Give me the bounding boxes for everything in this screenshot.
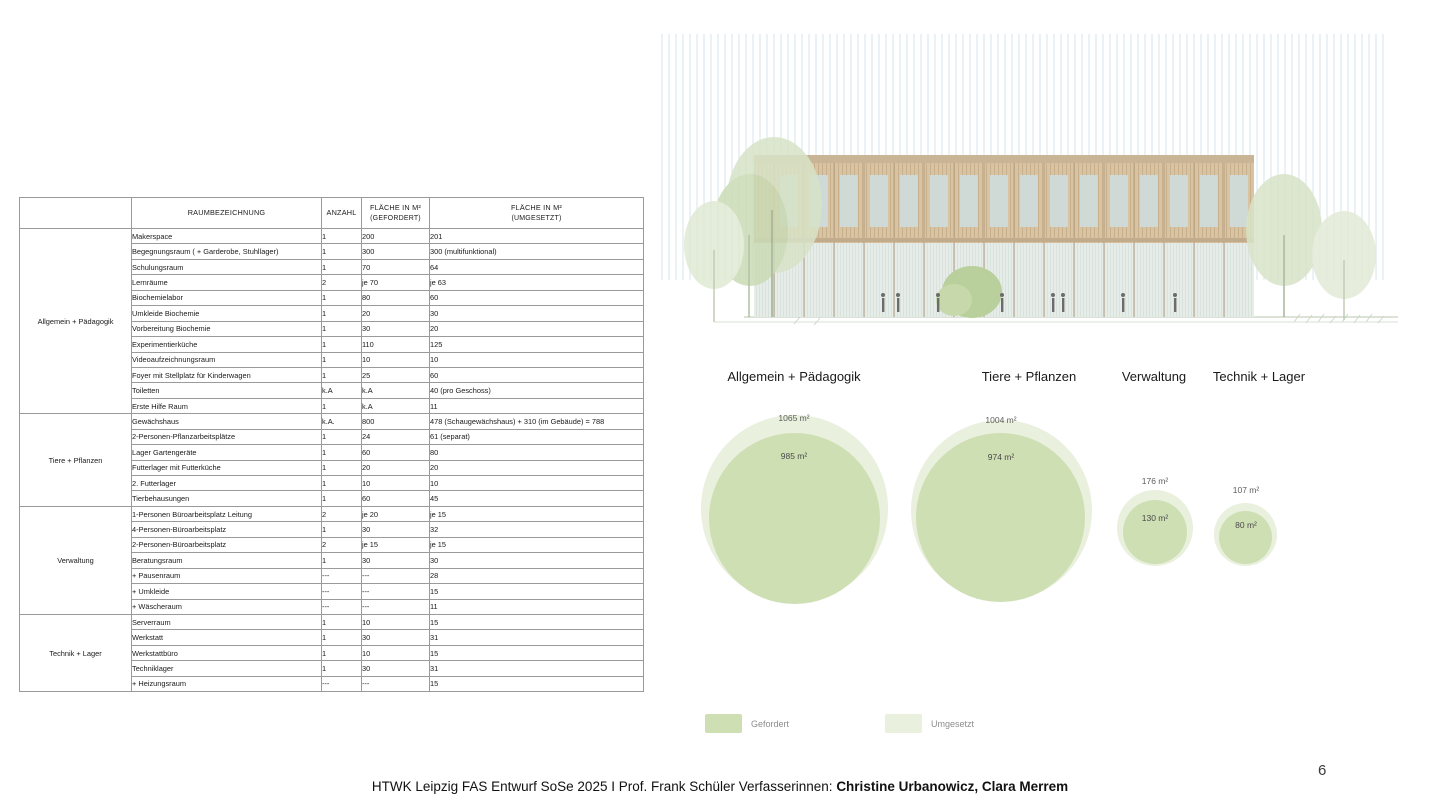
cell-count: ---: [322, 568, 362, 583]
cell-room-name: + Pausenraum: [132, 568, 322, 583]
cell-room-name: 4-Personen-Büroarbeitsplatz: [132, 522, 322, 537]
cell-area-required: 30: [362, 553, 430, 568]
cell-room-name: Werkstattbüro: [132, 645, 322, 660]
cell-area-required: k.A: [362, 383, 430, 398]
cell-room-name: Vorbereitung Biochemie: [132, 321, 322, 336]
cell-area-built: 15: [430, 614, 644, 629]
cell-count: 1: [322, 244, 362, 259]
cell-area-built: 61 (separat): [430, 429, 644, 444]
cell-area-built: 11: [430, 599, 644, 614]
table-row: [20, 229, 644, 244]
room-program-table: [19, 197, 644, 692]
cell-room-name: + Wäscheraum: [132, 599, 322, 614]
cell-room-name: Lernräume: [132, 275, 322, 290]
cell-count: 1: [322, 645, 362, 660]
cell-room-name: 1-Personen Büroarbeitsplatz Leitung: [132, 506, 322, 521]
legend-label-umgesetzt: Umgesetzt: [931, 718, 975, 729]
cell-room-name: Beratungsraum: [132, 553, 322, 568]
cell-count: 1: [322, 321, 362, 336]
cell-area-required: je 70: [362, 275, 430, 290]
cell-area-built: 32: [430, 522, 644, 537]
cell-area-built: 30: [430, 306, 644, 321]
legend-swatch-umgesetzt: [885, 714, 922, 733]
cell-count: 1: [322, 367, 362, 382]
cell-area-required: 60: [362, 491, 430, 506]
header-room-name: RAUMBEZEICHNUNG: [132, 198, 322, 229]
cell-room-name: Gewächshaus: [132, 414, 322, 429]
bubble-required-label-1: 1004 m²: [985, 415, 1017, 425]
cell-area-built: 40 (pro Geschoss): [430, 383, 644, 398]
cell-room-name: + Heizungsraum: [132, 676, 322, 691]
cell-count: 1: [322, 491, 362, 506]
cell-count: 1: [322, 630, 362, 645]
cell-area-built: je 63: [430, 275, 644, 290]
building-elevation-render: [654, 30, 1398, 330]
cell-area-built: 30: [430, 553, 644, 568]
cell-area-required: 10: [362, 352, 430, 367]
bubble-title-2: Verwaltung: [1121, 369, 1187, 384]
cell-area-required: 24: [362, 429, 430, 444]
cell-area-required: 20: [362, 306, 430, 321]
header-area-required: FLÄCHE IN M² (GEFORDERT): [362, 198, 430, 229]
cell-area-built: 300 (multifunktional): [430, 244, 644, 259]
cell-count: 2: [322, 506, 362, 521]
cell-room-name: Serverraum: [132, 614, 322, 629]
cell-room-name: Techniklager: [132, 661, 322, 676]
cell-area-built: 31: [430, 661, 644, 676]
table-category-cell: Allgemein + Pädagogik: [20, 229, 132, 414]
cell-area-required: ---: [362, 568, 430, 583]
cell-area-required: 30: [362, 661, 430, 676]
table-category-cell: Verwaltung: [20, 506, 132, 614]
room-program-table-container: [19, 197, 643, 692]
table-row: [20, 414, 644, 429]
cell-area-required: k.A: [362, 398, 430, 413]
legend-swatch-gefordert: [705, 714, 742, 733]
cell-area-built: 11: [430, 398, 644, 413]
cell-area-built: 20: [430, 321, 644, 336]
cell-area-built: 15: [430, 584, 644, 599]
cell-area-built: je 15: [430, 506, 644, 521]
table-category-cell: Tiere + Pflanzen: [20, 414, 132, 507]
cell-room-name: Begegnungsraum ( + Garderobe, Stuhllager): [132, 244, 322, 259]
header-category: [20, 198, 132, 229]
cell-count: 1: [322, 476, 362, 491]
table-row: [20, 506, 644, 521]
cell-area-required: 25: [362, 367, 430, 382]
cell-room-name: Futterlager mit Futterküche: [132, 460, 322, 475]
cell-room-name: Tierbehausungen: [132, 491, 322, 506]
cell-room-name: Erste Hilfe Raum: [132, 398, 322, 413]
cell-count: ---: [322, 599, 362, 614]
cell-room-name: Videoaufzeichnungsraum: [132, 352, 322, 367]
cell-count: 1: [322, 306, 362, 321]
cell-room-name: Umkleide Biochemie: [132, 306, 322, 321]
cell-room-name: Schulungsraum: [132, 259, 322, 274]
cell-area-required: 200: [362, 229, 430, 244]
cell-area-built: 478 (Schaugewächshaus) + 310 (im Gebäude) = 788: [430, 414, 644, 429]
cell-count: 1: [322, 661, 362, 676]
cell-room-name: Makerspace: [132, 229, 322, 244]
cell-area-required: 10: [362, 645, 430, 660]
cell-count: 1: [322, 290, 362, 305]
table-row: [20, 614, 644, 629]
cell-room-name: Experimentierküche: [132, 337, 322, 352]
table-category-cell: Technik + Lager: [20, 614, 132, 691]
cell-area-required: je 15: [362, 537, 430, 552]
cell-area-required: 300: [362, 244, 430, 259]
header-area-built: FLÄCHE IN M² (UMGESETZT): [430, 198, 644, 229]
bubble-built-label-1: 974 m²: [987, 452, 1015, 462]
cell-area-required: ---: [362, 676, 430, 691]
cell-room-name: 2. Futterlager: [132, 476, 322, 491]
cell-area-required: 30: [362, 630, 430, 645]
cell-count: 1: [322, 429, 362, 444]
cell-area-required: 60: [362, 445, 430, 460]
table-header-row: [20, 198, 644, 229]
cell-room-name: 2-Personen-Pflanzarbeitsplätze: [132, 429, 322, 444]
bubble-required-label-0: 1065 m²: [778, 413, 810, 423]
cell-count: 1: [322, 553, 362, 568]
cell-area-built: 28: [430, 568, 644, 583]
cell-count: 1: [322, 398, 362, 413]
area-comparison-bubble-chart: [654, 355, 1398, 655]
cell-count: 1: [322, 614, 362, 629]
cell-area-built: 80: [430, 445, 644, 460]
cell-area-built: 60: [430, 290, 644, 305]
footer-text: HTWK Leipzig FAS Entwurf SoSe 2025 I Prof. Frank Schüler Verfasserinnen:: [371, 779, 837, 794]
cell-count: ---: [322, 584, 362, 599]
cell-room-name: Lager Gartengeräte: [132, 445, 322, 460]
cell-area-required: 80: [362, 290, 430, 305]
cell-area-required: 70: [362, 259, 430, 274]
cell-count: 1: [322, 337, 362, 352]
cell-area-built: 20: [430, 460, 644, 475]
bubble-built-label-3: 80 m²: [1235, 520, 1257, 530]
cell-count: 1: [322, 352, 362, 367]
header-count: ANZAHL: [322, 198, 362, 229]
bubble-title-1: Tiere + Pflanzen: [981, 369, 1077, 384]
bubble-built-3: [1219, 511, 1272, 564]
cell-area-required: ---: [362, 584, 430, 599]
cell-area-built: 201: [430, 229, 644, 244]
cell-area-built: 15: [430, 645, 644, 660]
chart-legend: [705, 714, 974, 733]
cell-count: 1: [322, 229, 362, 244]
cell-count: 2: [322, 537, 362, 552]
bubble-built-label-0: 985 m²: [780, 451, 808, 461]
cell-area-built: 64: [430, 259, 644, 274]
bubble-built-2: [1123, 500, 1187, 564]
bubble-built-label-2: 130 m²: [1141, 513, 1169, 523]
legend-label-gefordert: Gefordert: [751, 718, 790, 729]
cell-area-built: 31: [430, 630, 644, 645]
cell-area-required: 30: [362, 522, 430, 537]
cell-room-name: 2-Personen-Büroarbeitsplatz: [132, 537, 322, 552]
cell-count: 1: [322, 259, 362, 274]
cell-count: k.A: [322, 383, 362, 398]
cell-count: 1: [322, 522, 362, 537]
cell-area-built: 10: [430, 476, 644, 491]
cell-area-built: 60: [430, 367, 644, 382]
page-number: 6: [1318, 762, 1327, 779]
cell-room-name: Toiletten: [132, 383, 322, 398]
cell-area-built: je 15: [430, 537, 644, 552]
cell-area-built: 15: [430, 676, 644, 691]
cell-area-built: 10: [430, 352, 644, 367]
cell-count: ---: [322, 676, 362, 691]
cell-area-built: 45: [430, 491, 644, 506]
cell-area-required: ---: [362, 599, 430, 614]
cell-room-name: + Umkleide: [132, 584, 322, 599]
bubble-title-3: Technik + Lager: [1212, 369, 1306, 384]
cell-area-required: 110: [362, 337, 430, 352]
cell-room-name: Werkstatt: [132, 630, 322, 645]
cell-area-required: 30: [362, 321, 430, 336]
cell-area-required: 800: [362, 414, 430, 429]
cell-room-name: Biochemielabor: [132, 290, 322, 305]
cell-area-required: 20: [362, 460, 430, 475]
cell-count: 1: [322, 445, 362, 460]
cell-count: 1: [322, 460, 362, 475]
cell-area-required: 10: [362, 476, 430, 491]
cell-area-required: 10: [362, 614, 430, 629]
bubble-required-label-3: 107 m²: [1232, 485, 1260, 495]
cell-area-built: 125: [430, 337, 644, 352]
cell-count: k.A.: [322, 414, 362, 429]
footer-authors: Christine Urbanowicz, Clara Merrem: [836, 779, 1069, 794]
bubble-title-0: Allgemein + Pädagogik: [727, 369, 861, 384]
bubble-required-label-2: 176 m²: [1141, 476, 1169, 486]
footer-credit: [0, 779, 1440, 794]
cell-area-required: je 20: [362, 506, 430, 521]
cell-room-name: Foyer mit Stellplatz für Kinderwagen: [132, 367, 322, 382]
cell-count: 2: [322, 275, 362, 290]
